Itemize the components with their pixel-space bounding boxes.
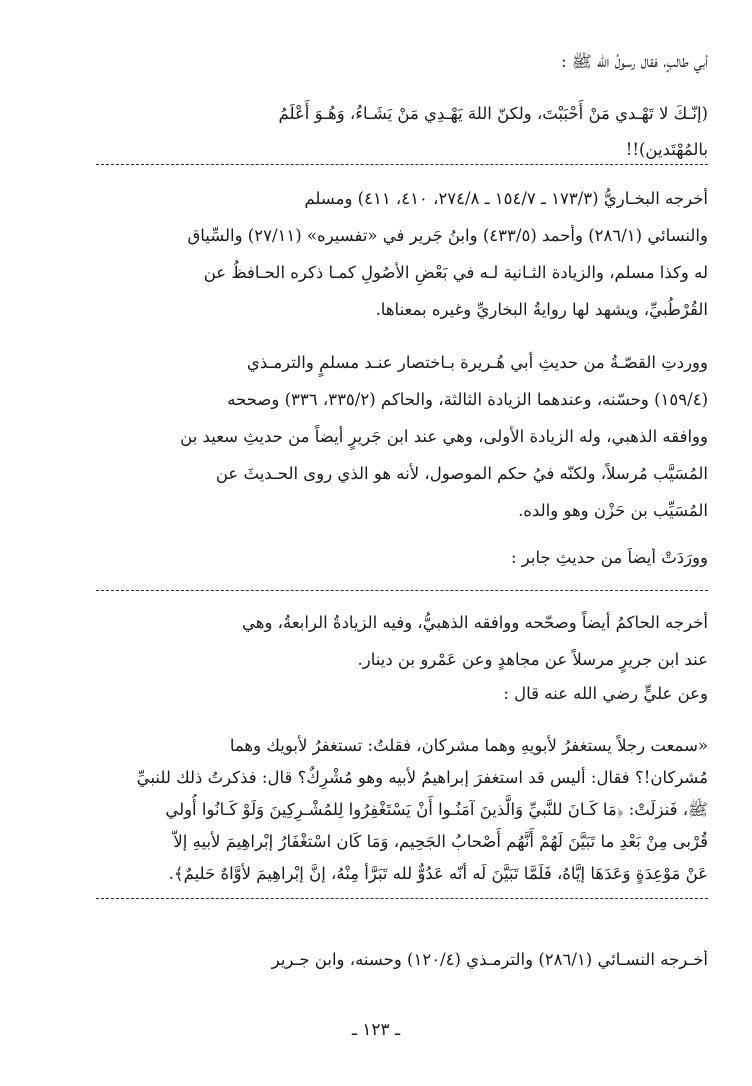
section-divider [96,164,708,165]
paragraph-line: أخرجه البخـاريُّ (١٧٣/٣ ـ ١٥٤/٧ ـ ٢٧٤/٨، ٤١٠، ٤١١) ومسلم [304,189,708,208]
jabir-intro: وورَدَتْ أيضاً من حديثِ جابرٍ : [510,548,708,567]
paragraph-line: عند ابن جريرٍ مرسلاً عن مجاهدٍ وعن عَمْرو بن دينار. [357,650,708,669]
abu-hurayra-paragraph [96,344,708,529]
ali-intro: وعن عليٍّ رضي الله عنه قال : [503,684,708,703]
quran-line-1: (إنّـكَ لا تَهْـدي مَنْ أَحْبَبْتَ، ولكنّ اللهَ يَهْـدِي مَنْ يَشَـاءُ، وَهُـوَ أَعْلَمُ [278,104,708,123]
hadith-line: ﷺ، فَنزلَتْ: ﴿مَا كَـانَ للنَّبيِّ وَالَّذينَ آمَنُـوا أَنْ يَسْتَغْفِرُوا لِلمُشْـرِكِينَ وَلَوْ كَـانُوا أُولي [165,800,708,819]
paragraph-line: (١٥٩/٤) وحسّنه، وعندهما الزيادة الثالثة، والحاكم (٣٣٥/٢، ٣٣٦) وصححه [227,390,708,409]
takhrij-paragraph-1 [96,180,708,328]
hadith-line: «سمعت رجلاً يستغفرُ لأبويهِ وهما مشركان، فقلتُ: تستغفرُ لأبويك وهما [229,736,708,755]
hadith-line: مُشركان!؟ فقال: أليس قد استغفرَ إبراهيمُ لأبيه وهو مُشْرِكٌ؟ قال: فذكرتُ ذلك للنبيِّ [136,768,708,787]
paragraph-line: ووافقه الذهبي، وله الزيادة الأولى، وهي عند ابن جَريرٍ أيضاً من حديثِ سعيد بن [180,427,708,446]
jabir-paragraph [96,604,708,678]
paragraph-line: القُرْطُبيِّ، ويشهد لها روايةُ البخاريِّ وغيره بمعناها. [375,300,708,319]
intro-text: أبي طالبٍ، فقال رسولُ الله ﷺ : [561,52,708,71]
quran-verse [96,96,708,168]
page-number: ـ ١٢٣ ـ [351,1020,401,1040]
takhrij-ali-line [96,950,708,969]
section-divider [96,590,708,591]
paragraph-line: المُسَيَّب مُرسلاً، ولكنّه فيُ حكم الموصول، لأنه هو الذي روى الحـديثَ عن [215,464,708,483]
ali-hadith [96,730,708,890]
section-divider [96,898,708,899]
paragraph-line: والنسائي (٢٨٦/١) وأحمد (٤٣٣/٥) وابنُ جَرير في «تفسيره» (٢٧/١١) والسِّياق [187,226,708,245]
paragraph-line: ووردتِ القصّـةُ من حديثِ أبي هُـريرة بـاختصار عنـد مسلمٍ والترمـذي [246,353,708,372]
hadith-line: عَنْ مَوْعِدَةٍ وَعَدَهَا إيَّاهُ، فَلَمَّا تَبَيَّنَ لَه أنّه عَدُوٌّ لله تَبَرَّأ مِنْهُ، إنَّ إبْراهِيمَ لأوَّاهٌ حَليمٌ﴾. [168,864,708,883]
paragraph-line: المُسَيِّب بن حَزْن وهو والده. [518,501,708,520]
paragraph-line: أخـرجه النسـائي (٢٨٦/١) والترمـذي (١٢٠/٤) وحسنه، وابن جـرير [271,950,708,969]
quran-line-2: بالمُهْتَدين)!! [625,140,708,159]
paragraph-line: أخرجه الحاكمُ أيضاً وصحّحه ووافقه الذهبيُّ، وفيه الزيادةُ الرابعةُ، وهي [242,613,708,632]
jabir-intro-line [96,548,708,567]
hadith-line: قُرْبى مِنْ بَعْدِ ما تَبَيَّنَ لَهُمْ أَنَّهُم أَصْحابُ الجَحِيم، وَمَا كَان اسْتغْفَارُ إبْراهِيمَ لأبيهِ إلاّ [173,832,708,851]
paragraph-line: له وكذا مسلم، والزيادة الثـانية لـه في بَعْضِ الأصُولِ كمـا ذكره الحـافظُ عن [203,263,708,282]
ali-intro-line [96,684,708,703]
intro-line [96,52,708,76]
